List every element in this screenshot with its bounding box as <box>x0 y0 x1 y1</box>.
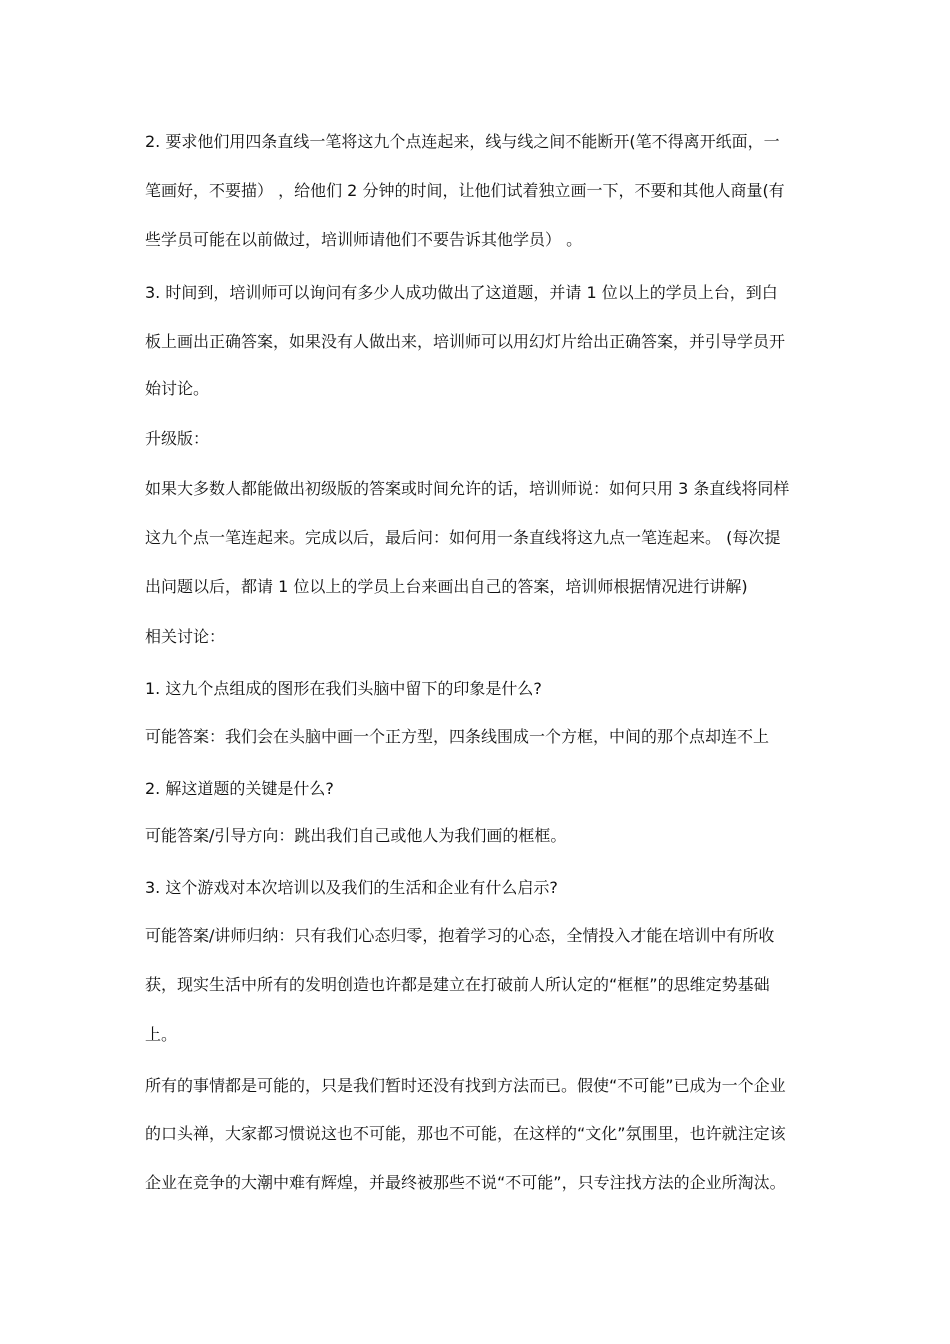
text-line: 始讨论。 <box>145 379 210 398</box>
text-line: 所有的事情都是可能的，只是我们暂时还没有找到方法而已。假使“不可能”已成为一个企业 <box>145 1076 786 1095</box>
question-line: 1. 这九个点组成的图形在我们头脑中留下的印象是什么? <box>145 679 542 698</box>
text-line: 的口头禅，大家都习惯说这也不可能，那也不可能，在这样的“文化”氛围里，也许就注定该 <box>145 1124 786 1143</box>
answer-line: 可能答案/引导方向：跳出我们自己或他人为我们画的框框。 <box>145 826 567 845</box>
text-line: 3. 时间到，培训师可以询问有多少人成功做出了这道题，并请 1 位以上的学员上台，到白 <box>145 283 778 302</box>
text-line: 板上画出正确答案，如果没有人做出来，培训师可以用幻灯片给出正确答案，并引导学员开 <box>145 332 786 351</box>
section-heading: 升级版： <box>145 429 210 448</box>
answer-line: 可能答案/讲师归纳：只有我们心态归零，抱着学习的心态，全情投入才能在培训中有所收 <box>145 926 775 945</box>
text-line: 2. 要求他们用四条直线一笔将这九个点连起来，线与线之间不能断开(笔不得离开纸面，一 <box>145 132 780 151</box>
text-line: 笔画好，不要描） ，给他们 2 分钟的时间，让他们试着独立画一下，不要和其他人商量(有 <box>145 181 785 200</box>
text-line: 如果大多数人都能做出初级版的答案或时间允许的话，培训师说：如何只用 3 条直线将同样 <box>145 479 790 498</box>
text-line: 出问题以后，都请 1 位以上的学员上台来画出自己的答案，培训师根据情况进行讲解) <box>145 577 748 596</box>
text-line: 些学员可能在以前做过，培训师请他们不要告诉其他学员） 。 <box>145 230 583 249</box>
question-line: 2. 解这道题的关键是什么? <box>145 779 334 798</box>
section-heading: 相关讨论： <box>145 627 226 646</box>
text-line: 企业在竞争的大潮中难有辉煌，并最终被那些不说“不可能”，只专注找方法的企业所淘汰。 <box>145 1173 786 1192</box>
answer-line: 获，现实生活中所有的发明创造也许都是建立在打破前人所认定的“框框”的思维定势基础 <box>145 975 770 994</box>
text-line: 这九个点一笔连起来。完成以后，最后问：如何用一条直线将这九点一笔连起来。 (每次提 <box>145 528 781 547</box>
answer-line: 上。 <box>145 1025 178 1044</box>
answer-line: 可能答案：我们会在头脑中画一个正方型，四条线围成一个方框，中间的那个点却连不上 <box>145 727 770 746</box>
question-line: 3. 这个游戏对本次培训以及我们的生活和企业有什么启示? <box>145 878 558 897</box>
